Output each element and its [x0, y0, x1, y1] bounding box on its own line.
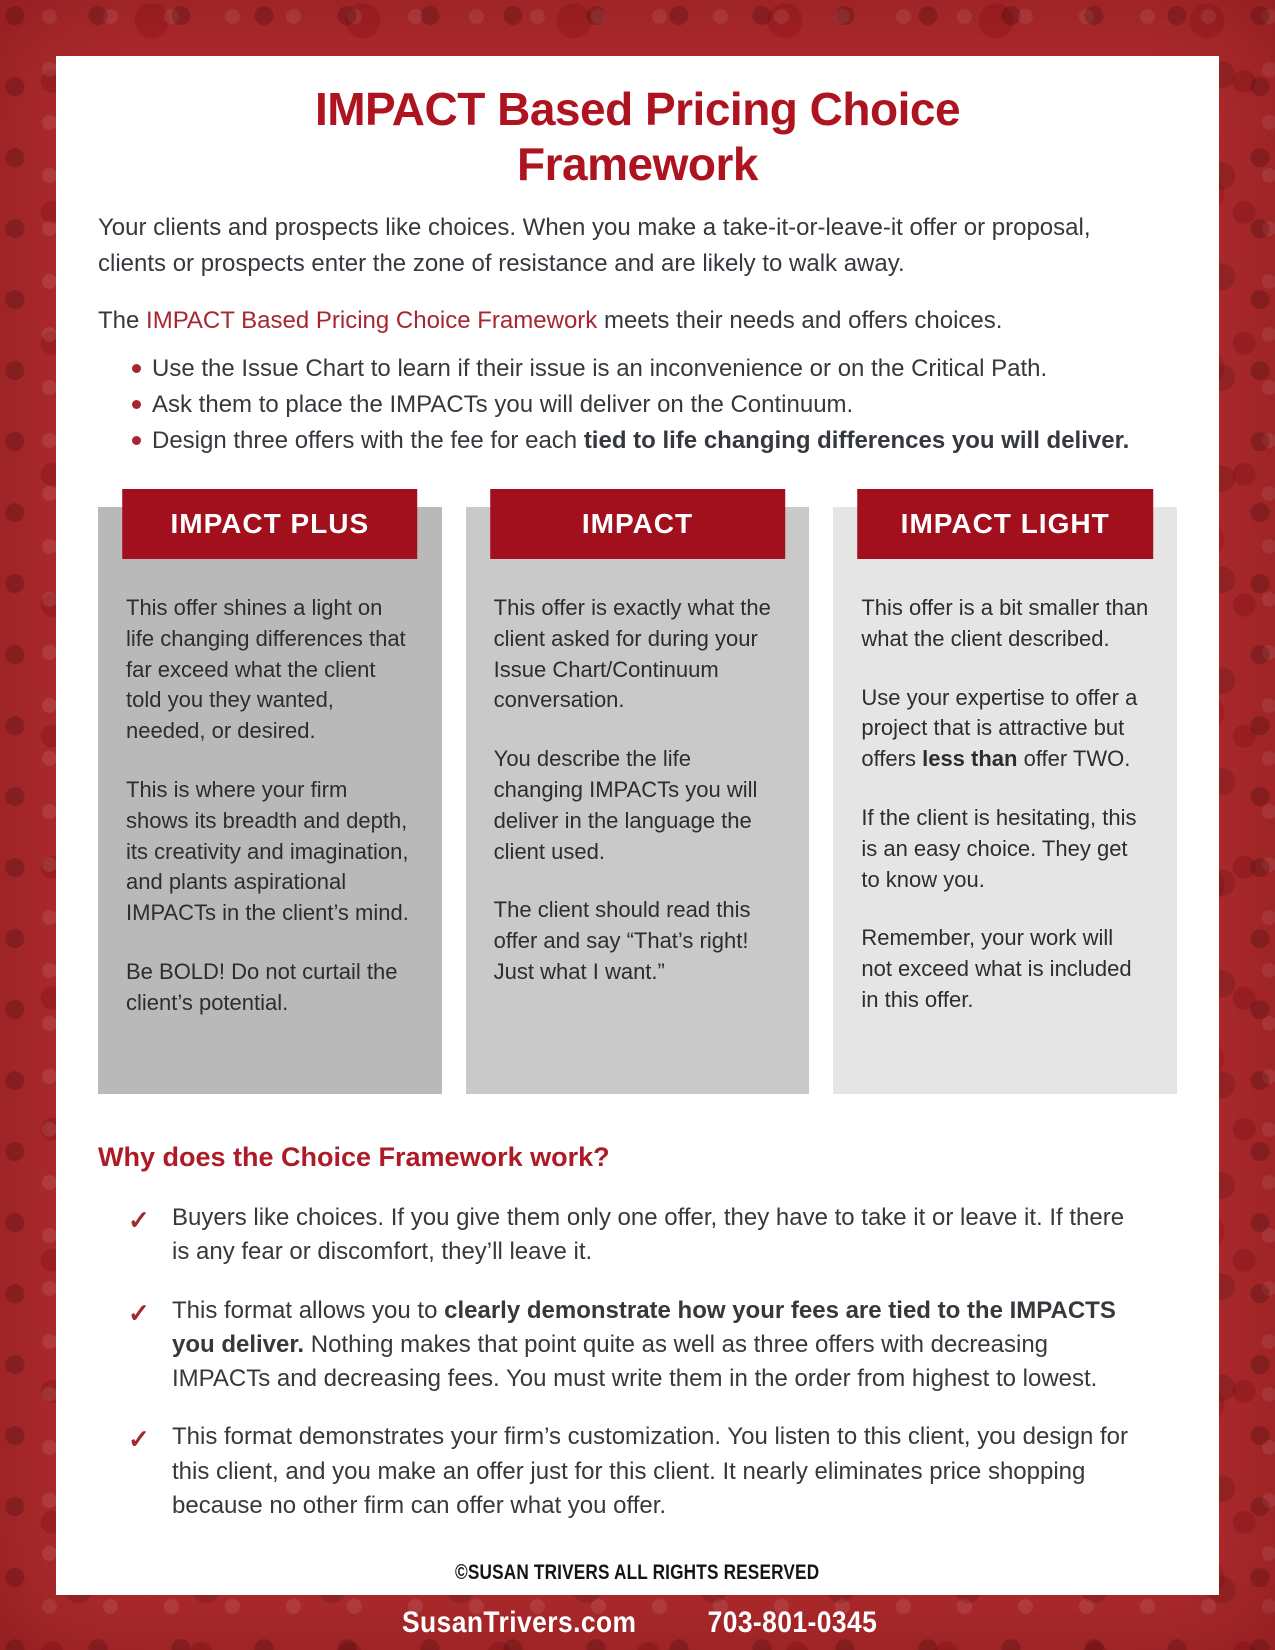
offer-paragraph [861, 593, 1149, 655]
check-text [172, 1297, 1116, 1393]
offer-paragraph [494, 895, 782, 987]
bullet-marker-icon [132, 400, 141, 409]
text-run: Nothing makes that point quite as well as three offers with decreasing IMPACTs and decreasing fees. You must write them in the order from highest to lowest. [172, 1330, 1098, 1393]
text-run: This is where your firm shows its breadth and depth, its creativity and imagination, and plants aspirational IMPACTs in the client’s mind. [126, 776, 409, 926]
bullet-text [152, 355, 1047, 382]
text-run: Remember, your work will not exceed what is included in this offer. [861, 925, 1132, 1012]
bullet-list [98, 351, 1177, 459]
text-run: Use your expertise to offer a project that is attractive but offers [861, 684, 1138, 772]
offer-paragraph [861, 803, 1149, 895]
bullet-text [152, 427, 1129, 454]
offer-paragraph [861, 923, 1149, 1015]
why-heading: Why does the Choice Framework work? [98, 1141, 610, 1172]
bullet-marker-icon [132, 436, 141, 445]
text-run: IMPACT Based Pricing Choice Framework [146, 307, 598, 335]
document-sheet [56, 56, 1219, 1595]
text-run: The [98, 307, 147, 335]
text-run: This offer is exactly what the client asked for during your Issue Chart/Continuum conversation. [493, 594, 771, 713]
footer-phone: 703-801-0345 [707, 1605, 878, 1639]
offer-paragraph [861, 683, 1149, 775]
offer-header: IMPACT PLUS [122, 489, 418, 559]
text-run: Be BOLD! Do not curtail the client’s potential. [126, 958, 398, 1015]
text-run: This offer shines a light on life changing differences that far exceed what the client told you they wanted, needed, or desired. [126, 594, 406, 744]
copyright-line [56, 1561, 1219, 1585]
offer-column [98, 489, 442, 1094]
checkmark-icon: ✓ [128, 1297, 150, 1328]
offer-paragraph [494, 593, 782, 716]
offer-column [833, 489, 1177, 1094]
footer-band [0, 1595, 1275, 1650]
offer-body [833, 507, 1177, 1094]
text-run: The client should read this offer and say “That’s right! Just what I want.” [493, 897, 751, 984]
check-text [172, 1423, 1128, 1519]
page-title: IMPACT Based Pricing Choice Framework [314, 83, 961, 191]
offers-row [98, 489, 1177, 1094]
text-run: tied to life changing differences you will deliver. [583, 426, 1130, 454]
text-run: offer TWO. [1017, 746, 1131, 772]
text-run: This format demonstrates your firm’s customization. You listen to this client, you design for this client, and you make an offer just for this client. It nearly eliminates price shopping because no other firm can offer what you offer. [172, 1423, 1128, 1520]
checkmark-icon: ✓ [128, 1424, 150, 1455]
offer-body [466, 507, 810, 1094]
check-item [128, 1294, 1132, 1397]
offer-paragraph [126, 775, 414, 929]
bullet-item [98, 387, 1177, 423]
intro-paragraph-1: Your clients and prospects like choices. When you make a take-it-or-leave-it offer or proposal, clients or prospects enter the zone of resistance and are likely to walk away. [98, 214, 1091, 277]
offer-paragraph [494, 744, 782, 867]
check-list [128, 1201, 1177, 1524]
intro-paragraph-2 [98, 303, 1113, 339]
check-item [128, 1201, 1132, 1270]
offer-header: IMPACT LIGHT [857, 489, 1153, 559]
text-run: clearly demonstrate how your fees are tied to the IMPACTS you deliver. [172, 1296, 1116, 1358]
footer-website-link[interactable]: SusanTrivers.com [401, 1605, 637, 1639]
bullet-item [98, 351, 1177, 387]
text-run: Buyers like choices. If you give them only one offer, they have to take it or leave it. If there is any fear or discomfort, they’ll leave it. [172, 1203, 1125, 1266]
text-run: If the client is hesitating, this is an easy choice. They get to know you. [861, 804, 1137, 892]
copyright-text: ©SUSAN TRIVERS ALL RIGHTS RESERVED [455, 1561, 820, 1584]
checkmark-icon: ✓ [128, 1204, 150, 1235]
check-text [172, 1204, 1124, 1265]
offer-paragraph [126, 957, 414, 1019]
offer-column [466, 489, 810, 1094]
offer-body [98, 507, 442, 1094]
text-run: Design three offers with the fee for each [152, 426, 584, 454]
text-run: Ask them to place the IMPACTs you will deliver on the Continuum. [152, 390, 854, 418]
check-item [128, 1420, 1132, 1523]
offer-paragraph [126, 593, 414, 747]
bullet-text [152, 391, 853, 418]
text-run: meets their needs and offers choices. [597, 307, 1003, 335]
text-run: less than [922, 746, 1018, 772]
text-run: Use the Issue Chart to learn if their issue is an inconvenience or on the Critical Path. [152, 354, 1048, 382]
text-run: This format allows you to [172, 1296, 445, 1324]
bullet-marker-icon [132, 364, 141, 373]
text-run: This offer is a bit smaller than what the client described. [861, 594, 1149, 651]
offer-header: IMPACT [490, 489, 786, 559]
text-run: You describe the life changing IMPACTs you will deliver in the language the client used. [493, 746, 758, 864]
bullet-item [98, 423, 1177, 459]
